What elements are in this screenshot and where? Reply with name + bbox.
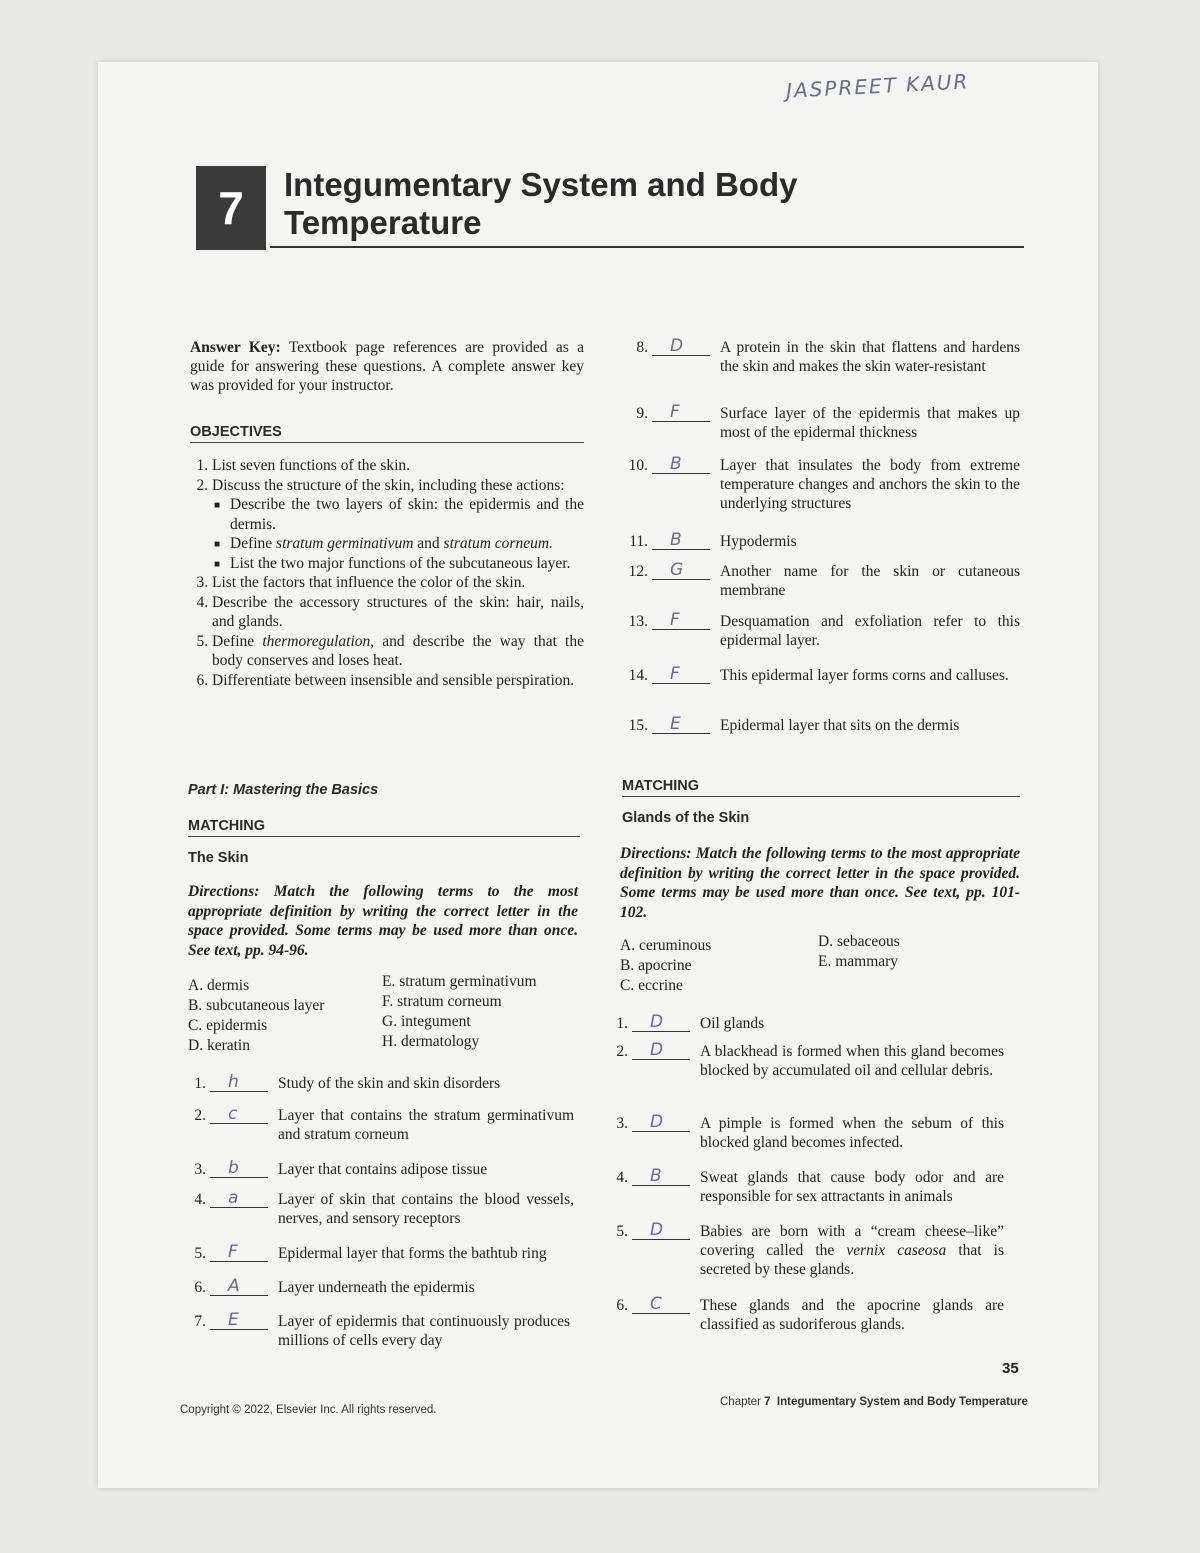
title-rule <box>270 246 1024 248</box>
objectives-heading: OBJECTIVES <box>190 424 584 443</box>
handwritten-answer: F <box>228 1242 238 1262</box>
glands-directions: Directions: Match the following terms to the most appropriate definition by writing the correct letter in the space provided. Some terms may be used more than once. See text, pp. 101-102. <box>620 845 1020 921</box>
footer-chapter-label: Chapter <box>720 1396 761 1408</box>
answer-blank[interactable] <box>652 338 710 356</box>
skin-subheading: The Skin <box>188 850 249 866</box>
answer-key-text: Textbook page references are provided as a guide for answering these questions. A complete answer key was provided for your instructor. <box>190 339 584 394</box>
objective-2a: ■ Describe the two layers of skin: the epidermis and the dermis. <box>230 495 584 534</box>
skin-directions: Directions: Match the following terms to the most appropriate definition by writing the correct letter in the space provided. Some terms may be used more than once. See text, pp. 94-96. <box>188 883 578 959</box>
question-number: 15. <box>628 717 648 734</box>
matching-heading-2: MATCHING <box>622 778 1020 797</box>
handwritten-answer: a <box>228 1188 239 1208</box>
question-definition: Layer underneath the epidermis <box>278 1279 475 1296</box>
answer-blank[interactable] <box>632 1296 690 1314</box>
answer-blank[interactable] <box>652 404 710 422</box>
question-number: 5. <box>616 1223 628 1240</box>
answer-blank[interactable] <box>210 1278 268 1296</box>
objective-6: 6. Differentiate between insensible and sensible perspiration. <box>212 671 584 691</box>
question-number: 2. <box>194 1107 206 1124</box>
define-word: Define <box>230 535 273 552</box>
question-number: 10. <box>628 457 648 474</box>
page-number: 35 <box>1002 1360 1019 1377</box>
question-definition: Layer of skin that contains the blood vessels, nerves, and sensory receptors <box>278 1191 574 1227</box>
answer-blank[interactable] <box>210 1074 268 1092</box>
term-d: D. keratin <box>188 1037 250 1054</box>
handwritten-answer: b <box>228 1158 239 1178</box>
part1-title: Part I: Mastering the Basics <box>188 782 379 798</box>
objectives-list <box>188 456 584 690</box>
question-definition <box>700 1222 1004 1279</box>
answer-blank[interactable] <box>632 1168 690 1186</box>
term-e: E. stratum germinativum <box>382 973 537 990</box>
term-b: B. subcutaneous layer <box>188 997 325 1014</box>
question-definition: Sweat glands that cause body odor and are responsible for sex attractants in animals <box>700 1169 1004 1205</box>
question-definition: This epidermal layer forms corns and calluses. <box>720 667 1009 684</box>
question-number: 8. <box>636 339 648 356</box>
answer-blank[interactable] <box>210 1190 268 1208</box>
question-definition: Desquamation and exfoliation refer to this epidermal layer. <box>720 613 1020 649</box>
objective-5 <box>212 632 584 671</box>
define-and: and <box>417 535 440 552</box>
answer-blank[interactable] <box>632 1014 690 1032</box>
answer-blank[interactable] <box>210 1244 268 1262</box>
question-number: 11. <box>629 533 648 550</box>
question-definition: Epidermal layer that forms the bathtub ring <box>278 1245 547 1262</box>
glands-terms-right <box>818 932 1018 972</box>
objective-5-prefix: Define <box>212 632 255 650</box>
objective-4: 4. Describe the accessory structures of the skin: hair, nails, and glands. <box>212 593 584 632</box>
answer-blank[interactable] <box>652 666 710 684</box>
handwritten-answer: D <box>650 1012 664 1032</box>
footer-chapter-title: Integumentary System and Body Temperature <box>776 1396 1028 1408</box>
question-definition: A protein in the skin that flattens and hardens the skin and makes the skin water-resistant <box>720 339 1020 375</box>
objective-3: 3. List the factors that influence the color of the skin. <box>212 573 584 593</box>
gland-term-b: B. apocrine <box>620 957 692 974</box>
question-definition: Layer that contains the stratum germinativum and stratum corneum <box>278 1107 574 1143</box>
answer-blank[interactable] <box>210 1106 268 1124</box>
question-definition: Epidermal layer that sits on the dermis <box>720 717 960 734</box>
objective-2b <box>230 534 584 554</box>
objective-5-suffix: , and describe the way that the body conserves and loses heat. <box>212 632 584 669</box>
question-number: 3. <box>194 1161 206 1178</box>
question-number: 2. <box>616 1043 628 1060</box>
term-g: G. integument <box>382 1013 471 1030</box>
question-definition: Hypodermis <box>720 533 797 550</box>
answer-key <box>190 338 584 395</box>
handwritten-answer: F <box>670 610 680 630</box>
question-definition: Oil glands <box>700 1015 765 1032</box>
handwritten-answer: C <box>650 1294 662 1314</box>
question-definition: A pimple is formed when the sebum of this blocked gland becomes infected. <box>700 1115 1004 1151</box>
matching-heading-1: MATCHING <box>188 818 580 837</box>
skin-terms-right <box>382 972 582 1052</box>
handwritten-answer: D <box>650 1040 664 1060</box>
question-number: 1. <box>194 1075 206 1092</box>
question-definition: These glands and the apocrine glands are classified as sudoriferous glands. <box>700 1297 1004 1333</box>
question-number: 7. <box>194 1313 206 1330</box>
define-term-2: stratum corneum. <box>443 535 553 552</box>
handwritten-answer: A <box>228 1276 240 1296</box>
term-c: C. epidermis <box>188 1017 268 1034</box>
handwritten-answer: G <box>670 560 684 580</box>
definition-term: vernix caseosa <box>846 1242 947 1259</box>
question-definition: Study of the skin and skin disorders <box>278 1075 501 1092</box>
handwritten-answer: B <box>650 1166 662 1186</box>
objective-5-term: thermoregulation <box>262 632 371 650</box>
objective-2 <box>212 476 584 574</box>
glands-terms-left <box>620 936 810 996</box>
question-number: 4. <box>616 1169 628 1186</box>
answer-blank[interactable] <box>652 716 710 734</box>
answer-blank[interactable] <box>210 1312 268 1330</box>
gland-term-e: E. mammary <box>818 953 899 970</box>
question-number: 1. <box>616 1015 628 1032</box>
answer-blank[interactable] <box>632 1222 690 1240</box>
answer-blank[interactable] <box>652 532 710 550</box>
question-number: 4. <box>194 1191 206 1208</box>
gland-term-a: A. ceruminous <box>620 937 712 954</box>
glands-subheading: Glands of the Skin <box>622 810 750 826</box>
answer-blank[interactable] <box>652 456 710 474</box>
question-number: 13. <box>628 613 648 630</box>
question-definition: Surface layer of the epidermis that makes up most of the epidermal thickness <box>720 405 1020 441</box>
question-definition: Layer that insulates the body from extreme temperature changes and anchors the skin to the underlying structures <box>720 457 1020 512</box>
question-number: 6. <box>616 1297 628 1314</box>
answer-blank[interactable] <box>632 1114 690 1132</box>
handwritten-answer: D <box>650 1220 664 1240</box>
answer-blank[interactable] <box>652 612 710 630</box>
copyright: Copyright © 2022, Elsevier Inc. All rights reserved. <box>180 1404 437 1416</box>
chapter-title-line1: Integumentary System and Body <box>284 166 798 203</box>
definition-text-after: that is secreted by these glands. <box>700 1242 1004 1278</box>
handwritten-answer: B <box>670 530 682 550</box>
handwritten-answer: F <box>670 664 680 684</box>
question-number: 14. <box>628 667 648 684</box>
question-definition: Another name for the skin or cutaneous membrane <box>720 563 1020 599</box>
question-definition: Layer that contains adipose tissue <box>278 1161 488 1178</box>
answer-blank[interactable] <box>632 1042 690 1060</box>
answer-blank[interactable] <box>210 1160 268 1178</box>
chapter-number: 7 <box>196 166 266 250</box>
handwritten-answer: B <box>670 454 682 474</box>
handwritten-answer: c <box>228 1104 238 1124</box>
question-number: 3. <box>616 1115 628 1132</box>
term-h: H. dermatology <box>382 1033 480 1050</box>
handwritten-answer: E <box>670 714 681 734</box>
question-definition: A blackhead is formed when this gland becomes blocked by accumulated oil and cellular debris. <box>700 1043 1004 1079</box>
answer-key-label: Answer Key: <box>190 339 281 356</box>
gland-term-d: D. sebaceous <box>818 933 900 950</box>
gland-term-c: C. eccrine <box>620 977 683 994</box>
define-term-1: stratum germinativum <box>276 535 414 552</box>
term-a: A. dermis <box>188 977 250 994</box>
handwritten-answer: h <box>228 1072 239 1092</box>
question-number: 6. <box>194 1279 206 1296</box>
objective-2-text: Discuss the structure of the skin, including these actions: <box>212 476 565 494</box>
question-number: 5. <box>194 1245 206 1262</box>
objective-2c: ■ List the two major functions of the subcutaneous layer. <box>230 554 584 574</box>
question-definition: Layer of epidermis that continuously produces millions of cells every day <box>278 1313 570 1349</box>
handwritten-answer: D <box>650 1112 664 1132</box>
handwritten-answer: E <box>228 1310 239 1330</box>
question-number: 12. <box>628 563 648 580</box>
handwritten-answer: F <box>670 402 680 422</box>
term-f: F. stratum corneum <box>382 993 502 1010</box>
skin-terms-left <box>188 976 378 1056</box>
running-footer <box>720 1396 1028 1408</box>
objective-1: 1. List seven functions of the skin. <box>212 456 584 476</box>
answer-blank[interactable] <box>652 562 710 580</box>
footer-chapter-number: 7 <box>764 1396 771 1408</box>
handwritten-answer: D <box>670 336 684 356</box>
chapter-title-line2: Temperature <box>284 204 482 241</box>
definition-text-before: Babies are born with a “cream cheese–like” covering called the <box>700 1223 1004 1259</box>
chapter-title <box>284 166 1024 242</box>
question-number: 9. <box>636 405 648 422</box>
handwritten-name: JASPREET KAUR <box>785 69 970 103</box>
